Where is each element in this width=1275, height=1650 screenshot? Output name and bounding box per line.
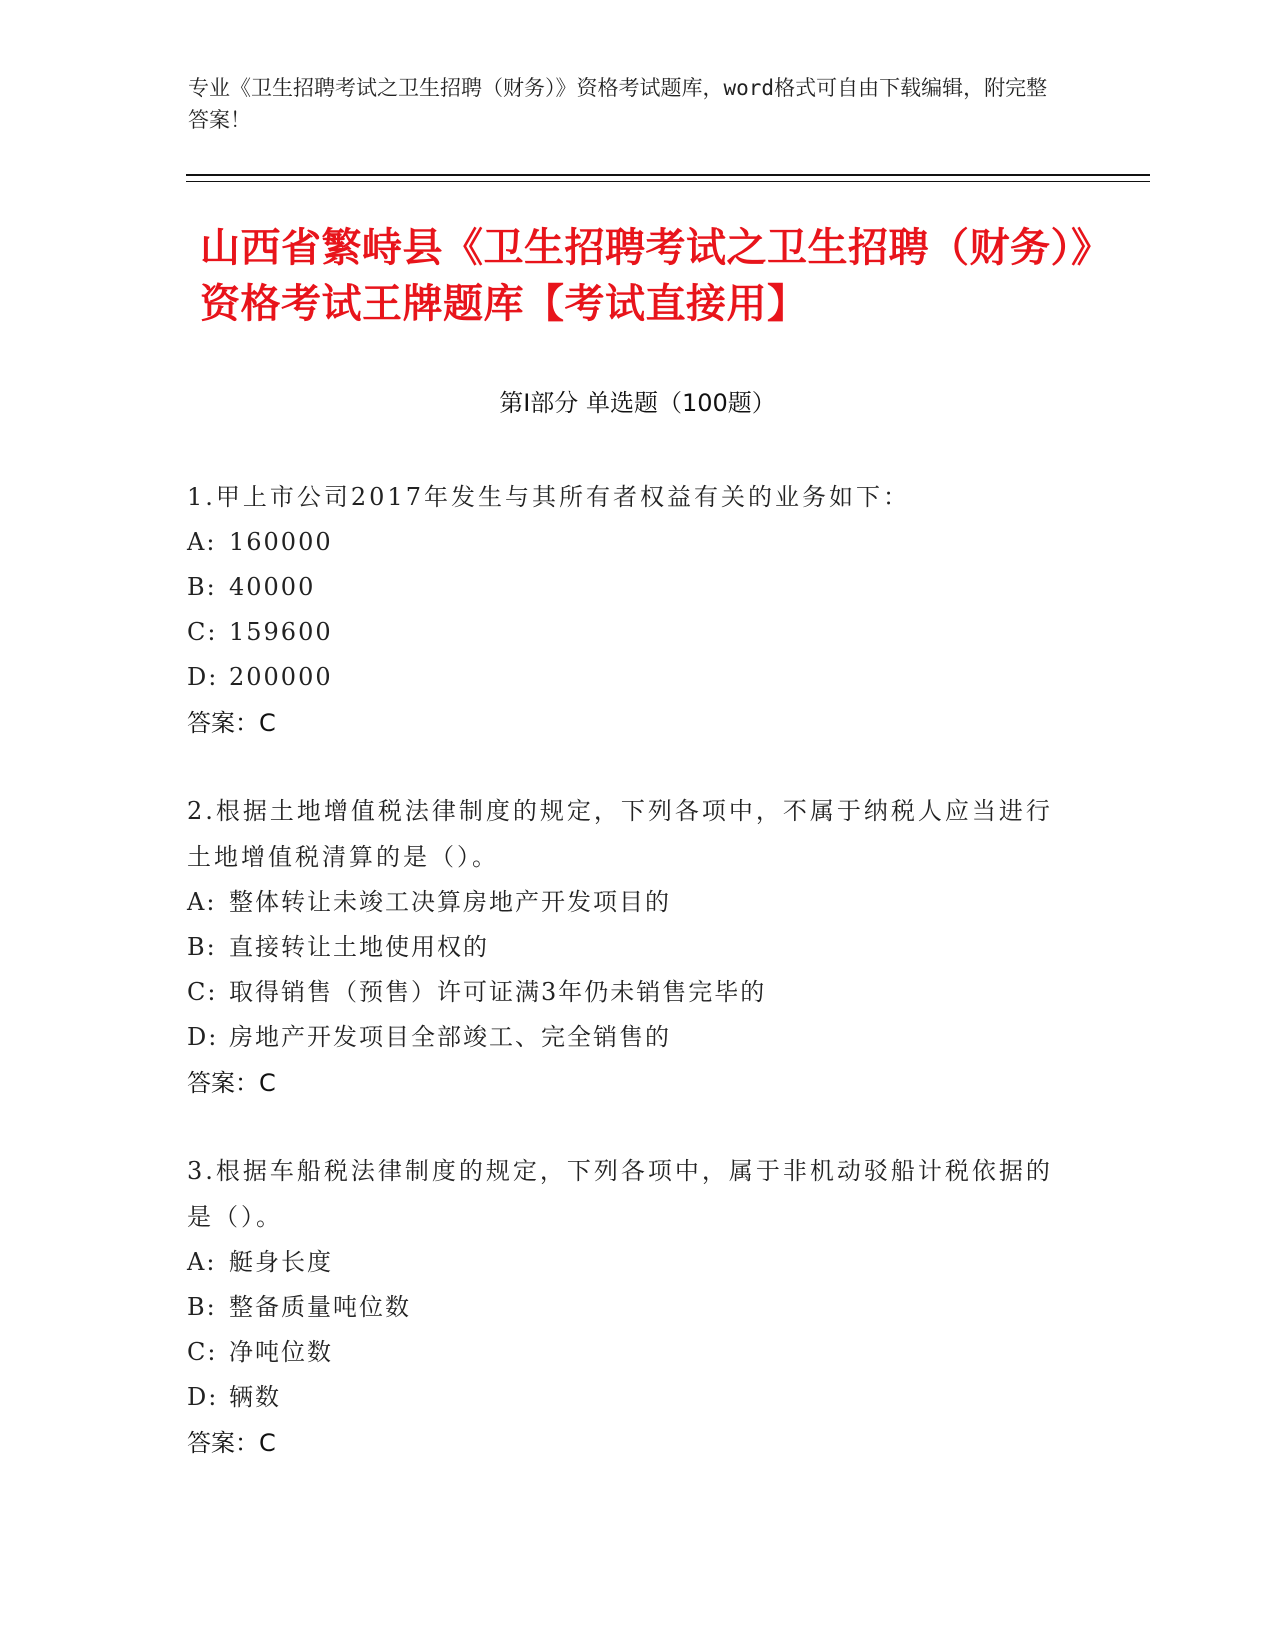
question-stem: 3.根据车船税法律制度的规定，下列各项中，属于非机动驳船计税依据的是（）。 bbox=[187, 1157, 1053, 1231]
question-list bbox=[187, 474, 1067, 1508]
option-key: D: bbox=[187, 1383, 219, 1411]
answer-line: 答案：C bbox=[187, 1429, 276, 1457]
option-text: 整体转让未竣工决算房地产开发项目的 bbox=[229, 888, 671, 916]
option-key: A: bbox=[187, 888, 217, 916]
question-item bbox=[187, 1148, 1067, 1466]
option-key: B: bbox=[187, 933, 217, 961]
option-key: C: bbox=[187, 978, 218, 1006]
option-b bbox=[187, 565, 1067, 610]
question-stem: 1.甲上市公司2017年发生与其所有者权益有关的业务如下： bbox=[187, 483, 910, 511]
question-item bbox=[187, 474, 1067, 746]
document-title: 山西省繁峙县《卫生招聘考试之卫生招聘（财务）》资格考试王牌题库【考试直接用】 bbox=[200, 225, 1092, 327]
option-text: 取得销售（预售）许可证满3年仍未销售完毕的 bbox=[229, 978, 767, 1006]
option-a bbox=[187, 1240, 1067, 1285]
option-key: A: bbox=[187, 1248, 217, 1276]
header-note: 专业《卫生招聘考试之卫生招聘（财务）》资格考试题库，word格式可自由下载编辑，附完整答案！ bbox=[188, 76, 1048, 132]
header-divider-thick bbox=[186, 174, 1150, 176]
option-text: 直接转让土地使用权的 bbox=[229, 933, 489, 961]
option-key: D: bbox=[187, 1023, 219, 1051]
option-c bbox=[187, 1330, 1067, 1375]
answer-line: 答案：C bbox=[187, 1069, 276, 1097]
option-key: B: bbox=[187, 573, 217, 601]
option-d bbox=[187, 1015, 1067, 1060]
section-title: 第Ⅰ部分 单选题（100题） bbox=[499, 389, 776, 417]
option-a bbox=[187, 880, 1067, 925]
option-d bbox=[187, 1375, 1067, 1420]
header-divider-thin bbox=[186, 181, 1150, 182]
option-key: D: bbox=[187, 663, 219, 691]
option-c bbox=[187, 970, 1067, 1015]
answer-line: 答案：C bbox=[187, 709, 276, 737]
option-key: B: bbox=[187, 1293, 217, 1321]
question-stem: 2.根据土地增值税法律制度的规定，下列各项中，不属于纳税人应当进行土地增值税清算的是（）。 bbox=[187, 797, 1053, 871]
option-key: C: bbox=[187, 1338, 218, 1366]
question-item bbox=[187, 788, 1067, 1106]
option-b bbox=[187, 1285, 1067, 1330]
option-b bbox=[187, 925, 1067, 970]
option-text: 160000 bbox=[229, 528, 333, 556]
option-text: 辆数 bbox=[229, 1383, 281, 1411]
option-text: 159600 bbox=[229, 618, 333, 646]
option-text: 艇身长度 bbox=[229, 1248, 333, 1276]
option-text: 净吨位数 bbox=[229, 1338, 333, 1366]
option-text: 40000 bbox=[229, 573, 316, 601]
option-text: 整备质量吨位数 bbox=[229, 1293, 411, 1321]
option-c bbox=[187, 610, 1067, 655]
option-key: A: bbox=[187, 528, 217, 556]
option-key: C: bbox=[187, 618, 218, 646]
option-text: 200000 bbox=[229, 663, 333, 691]
option-d bbox=[187, 655, 1067, 700]
option-a bbox=[187, 520, 1067, 565]
option-text: 房地产开发项目全部竣工、完全销售的 bbox=[229, 1023, 671, 1051]
